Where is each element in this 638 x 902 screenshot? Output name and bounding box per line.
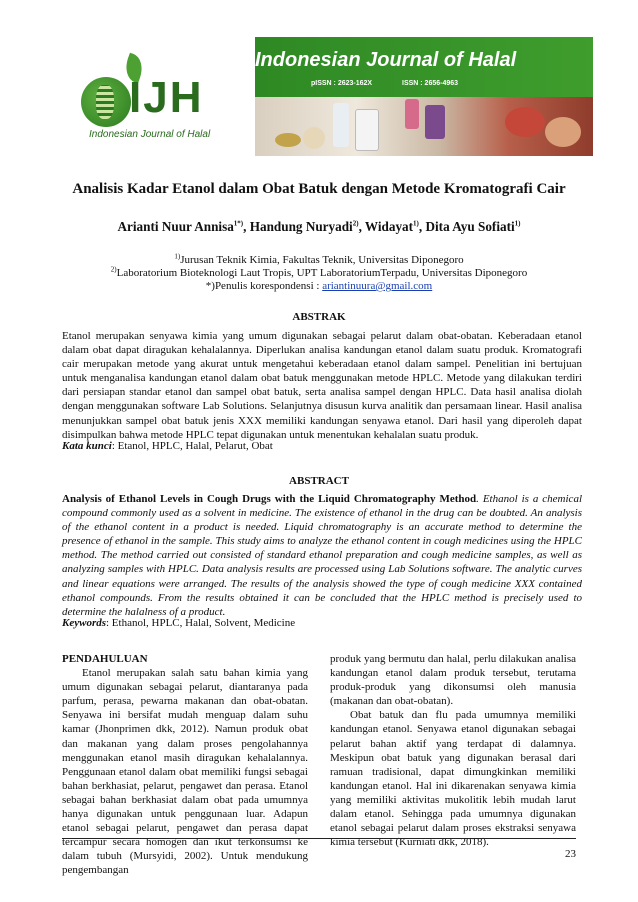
author-name: Widayat bbox=[364, 219, 414, 234]
cosmetic-brush-icon bbox=[405, 99, 419, 129]
food-icon bbox=[545, 117, 581, 147]
author-name: Arianti Nuur Annisa bbox=[117, 219, 234, 234]
logo-subtitle: Indonesian Journal of Halal bbox=[89, 129, 211, 140]
correspondence bbox=[0, 280, 638, 293]
meat-icon bbox=[505, 107, 545, 137]
affiliation-text: Laboratorium Bioteknologi Laut Tropis, UPT LaboratoriumTerpadu, Universitas Diponegoro bbox=[116, 267, 528, 279]
journal-title: Indonesian Journal of Halal bbox=[255, 49, 517, 71]
abstract-lead: Analysis of Ethanol Levels in Cough Drugs with the Liquid Chromatography Method bbox=[62, 493, 477, 505]
abstrak-heading: ABSTRAK bbox=[292, 311, 346, 323]
affiliation-1 bbox=[0, 254, 638, 267]
author-list: Arianti Nuur Annisa$^{1*)}$, Handung Nuryadi$^{2)}$, Widayat$^{1)}$, Dita Ayu Sofiati$^{1)}$ bbox=[117, 219, 521, 234]
kata-kunci-values: : Etanol, HPLC, Halal, Pelarut, Obat bbox=[111, 440, 273, 452]
correspondence-label: *)Penulis korespondensi : bbox=[205, 280, 323, 292]
pill-icon bbox=[303, 127, 325, 149]
author-mark: 2) bbox=[352, 219, 359, 228]
issn: ISSN : 2656-4963 bbox=[402, 80, 459, 87]
medicine-bottle-icon bbox=[333, 103, 349, 147]
journal-banner bbox=[59, 37, 593, 156]
affiliation-mark: 2) bbox=[110, 265, 117, 274]
body-right-column bbox=[330, 652, 576, 849]
affiliation-text: Jurusan Teknik Kimia, Fakultas Teknik, Universitas Diponegoro bbox=[180, 254, 464, 266]
abstrak-text: Etanol merupakan senyawa kimia yang umum digunakan sebagai pelarut dalam obat-obatan. Keberadaan etanol dalam obat dapat diragukan kehalalannya. Diperlukan analisa kandungan etanol dalam suatu produk. Kromatografi cair merupakan metode yang akurat untuk mengetahui keberadaan etanol dalam sampel. Penelitian ini bertujuan untuk menganalisa kandungan etanol dalam obat batuk menggunakan metode HPLC. Metode yang dilakukan terdiri dari persiapan standar etanol dan sampel obat batuk, serta analisa sampel dengan HPLC. Data hasil analisa diolah dengan menggunakan software Lab Solutions. Selanjutnya disusun kurva analitik dan persamaan linear. Hasil analisa menunjukkan sampel obat batuk jenis XXX memiliki kandungan senyawa etanol. Dari hasil yang diperoleh dapat disimpulkan bahwa metode HPLC tepat digunakan untuk menentukan kehalalan suatu produk. bbox=[62, 330, 582, 441]
body-paragraph: Obat batuk dan flu pada umumnya memiliki kandungan etanol. Senyawa etanol digunakan sebagai pelarut bahan aktif yang terdapat di dalamnya. Meskipun obat batuk yang digunakan berasal dari ramuan tradisional, dapat dimungkinkan memiliki kandungan etanol. Hal ini dikarenakan senyawa kimia yang memiliki aktivitas mukolitik lebih mudah larut dalam etanol. Sehingga pada umumnya digunakan etanol sebagai pelarut dalam proses ekstraksi senyawa kimia tersebut (Kurniati dkk, 2018). bbox=[330, 709, 576, 849]
body-paragraph: produk yang bermutu dan halal, perlu dilakukan analisa kandungan etanol dalam produk tersebut, terutama produk-produk yang dikonsumsi oleh manusia (makanan dan obat-obatan). bbox=[330, 653, 576, 708]
author-name: Dita Ayu Sofiati bbox=[425, 219, 515, 234]
footer-rule bbox=[62, 838, 576, 839]
author-mark: 1) bbox=[413, 219, 419, 228]
cosmetic-bottle-icon bbox=[425, 105, 445, 139]
journal-logo bbox=[59, 37, 255, 156]
author-mark: 1) bbox=[514, 219, 521, 228]
abstract-body: . Ethanol is a chemical compound commonly used as a solvent in medicine. The existence of ethanol in the drug can be doubted. An analysis of the ethanol content in a product is needed. Liquid chromatography is an accurate method to determine the presence of ethanol in the sample. This study aims to analyze the ethanol content in cough medicines using the HPLC method. The method carried out consisted of standard ethanol preparation and cough medicine samples, as well as analyzing samples with HPLC. Data analysis results are processed using Lab Solutions software. The analytic curves and linear equations were arranged. The results of the analysis showed the type of cough medicine XXX contained ethanol compounds. From the results obtained it can be concluded that the HPLC method is precisely used to determine the halalness of a product. bbox=[62, 493, 582, 618]
medicine-box-icon bbox=[355, 109, 379, 151]
kata-kunci bbox=[62, 440, 273, 452]
keywords-label: Keywords bbox=[62, 617, 106, 629]
author-name: Handung Nuryadi bbox=[249, 219, 353, 234]
affiliation-2 bbox=[0, 267, 638, 280]
banner-photo-strip bbox=[255, 97, 593, 156]
abstract-text bbox=[62, 492, 582, 619]
keywords-values: : Ethanol, HPLC, Halal, Solvent, Medicine bbox=[106, 617, 296, 629]
kata-kunci-label: Kata kunci bbox=[62, 440, 112, 452]
page-number: 23 bbox=[565, 848, 576, 860]
section-heading: PENDAHULUAN bbox=[62, 653, 148, 665]
abstract-heading: ABSTRACT bbox=[289, 475, 349, 487]
logo-emblem-icon bbox=[81, 77, 131, 127]
pill-icon bbox=[275, 133, 301, 147]
logo-text: IJH bbox=[129, 73, 204, 122]
correspondence-email-link[interactable]: ariantinuura@gmail.com bbox=[322, 280, 433, 292]
paper-title: Analisis Kadar Etanol dalam Obat Batuk dengan Metode Kromatografi Cair bbox=[72, 181, 566, 197]
keywords bbox=[62, 617, 295, 629]
affiliation-mark: 1) bbox=[174, 252, 181, 261]
pissn: pISSN : 2623-162X bbox=[311, 80, 373, 87]
body-paragraph: Etanol merupakan salah satu bahan kimia yang umum digunakan sebagai pelarut, diantaranya pada parfum, perasa, pewarna makanan dan obat-obatan. Senyawa ini bersifat mudah menguap dalam suhu kamar (Jhonprimen dkk, 2012). Namun produk obat dan makanan yang dalam proses pengolahannya menggunakan etanol masih diragukan kehalalannya. Penggunaan etanol dalam obat memiliki fungsi sebagai bahan berkhasiat, pelarut, pengawet dan perasa. Etanol sebagai bahan berkhasiat dalam obat pada umumnya hanya digunakan untuk penggunaan luar. Adapun etanol sebagai pelarut, pengawet dan perasa dapat tercampur secara homogen dan ikut terkonsumsi ke dalam tubuh (Mursyidi, 2002). Untuk mendukung pengembangan bbox=[62, 667, 308, 877]
author-mark: 1*) bbox=[233, 219, 244, 228]
body-left-column bbox=[62, 652, 308, 878]
